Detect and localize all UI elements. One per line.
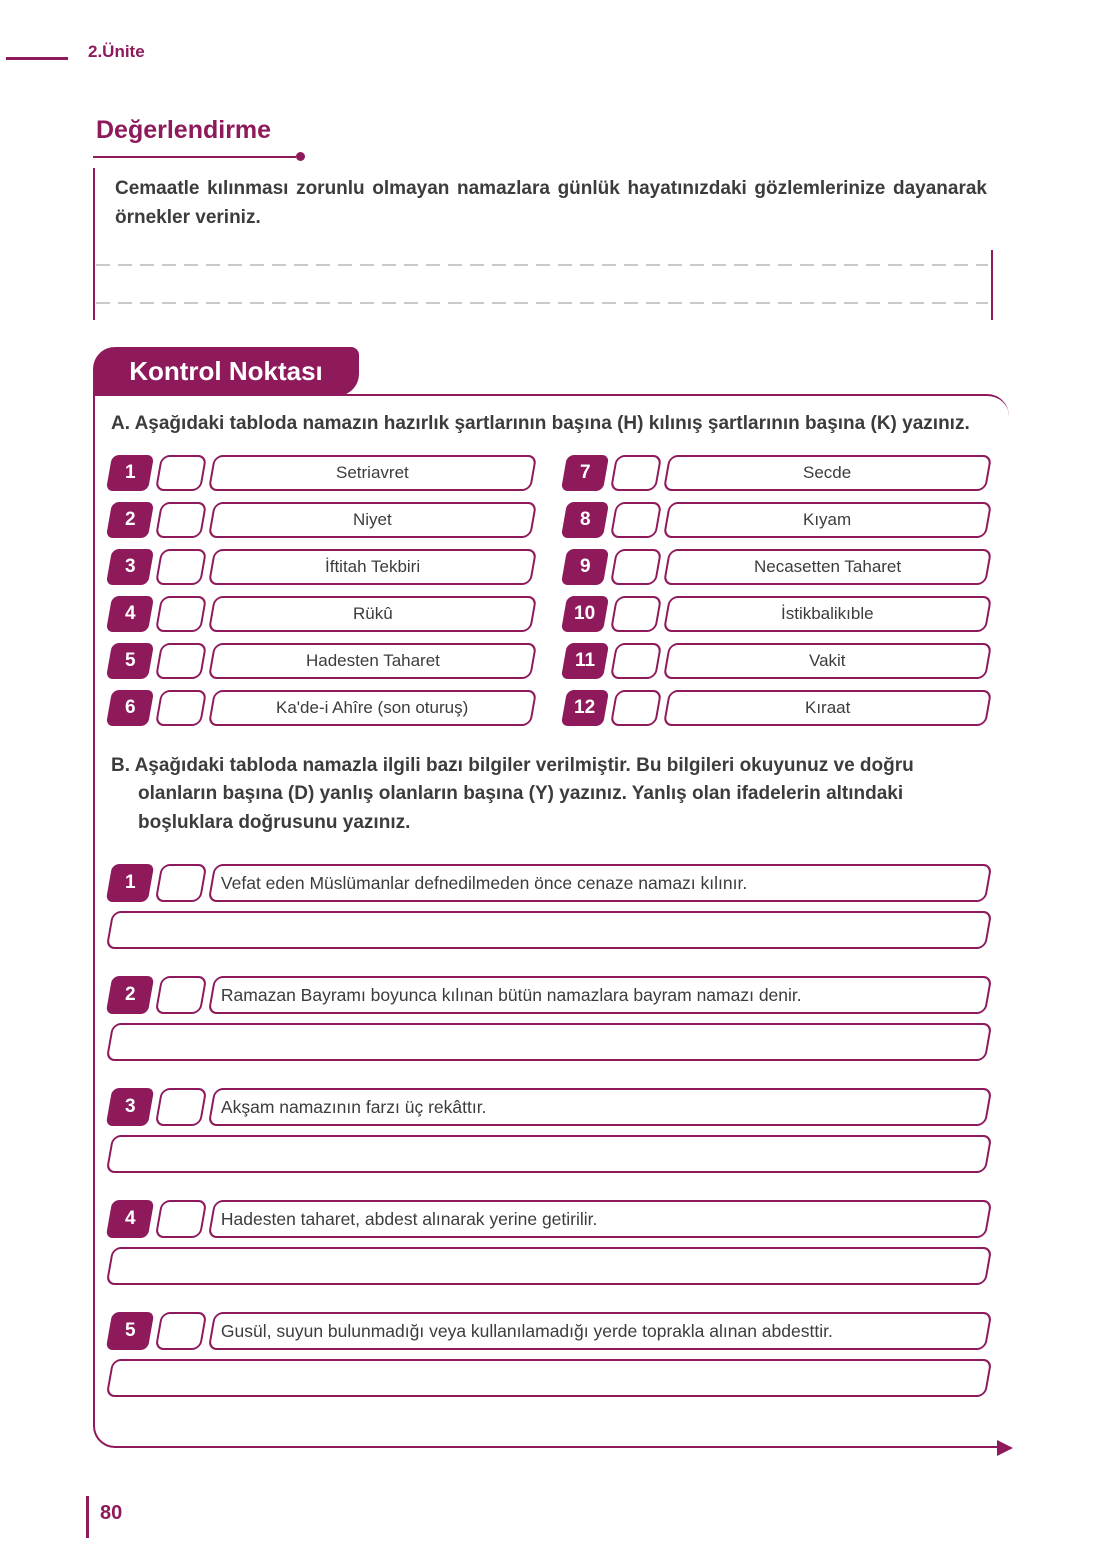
row-number: 7 <box>579 461 591 483</box>
evaluation-right-rule <box>991 250 993 320</box>
prayer-term-label: Kıyam <box>803 509 852 529</box>
row-number-badge <box>106 1200 155 1238</box>
prayer-term-box <box>208 643 537 679</box>
table-row <box>564 502 989 538</box>
dy-answer-box[interactable] <box>155 1312 208 1350</box>
statement-box <box>208 1088 993 1126</box>
row-number-badge <box>561 549 609 585</box>
row-number-badge <box>106 690 154 726</box>
correction-answer-box[interactable] <box>106 911 993 949</box>
hk-answer-box[interactable] <box>610 643 662 679</box>
evaluation-left-rule <box>93 168 95 320</box>
table-row <box>564 455 989 491</box>
table-column-left <box>109 455 534 726</box>
hk-answer-box[interactable] <box>610 455 662 491</box>
row-number-badge <box>106 1088 155 1126</box>
prayer-term-label: Ka'de-i Ahîre (son oturuş) <box>276 697 469 717</box>
row-number: 1 <box>124 872 136 893</box>
prayer-term-label: Kıraat <box>804 697 851 717</box>
statement-row <box>109 864 989 902</box>
row-number: 5 <box>124 649 136 671</box>
page-number-rule <box>86 1496 89 1538</box>
table-row <box>109 455 534 491</box>
row-number-badge <box>106 455 154 491</box>
prayer-term-box <box>663 549 992 585</box>
row-number-badge <box>106 1312 155 1350</box>
statement-block <box>109 976 989 1061</box>
section-b-instruction: B. Aşağıdaki tabloda namazla ilgili bazı bilgiler verilmiştir. Bu bilgileri okuyunuz ve doğru olanların başına (D) yanlış olanların başına (Y) yazınız. Yanlış olan ifadelerin altındaki boşluklara doğrusunu yazınız. <box>111 754 914 833</box>
row-number-badge <box>106 596 154 632</box>
row-number: 10 <box>574 602 596 624</box>
table-row <box>564 549 989 585</box>
table-row <box>109 596 534 632</box>
row-number-badge <box>106 864 155 902</box>
table-row <box>109 690 534 726</box>
row-number-badge <box>561 502 609 538</box>
prayer-term-box <box>663 643 992 679</box>
table-column-right <box>564 455 989 726</box>
prayer-term-label: Secde <box>803 462 852 482</box>
statement-text: Gusül, suyun bulunmadığı veya kullanılamadığı yerde toprakla alınan abdesttir. <box>221 1320 833 1341</box>
hk-answer-box[interactable] <box>610 596 662 632</box>
correction-answer-box[interactable] <box>106 1247 993 1285</box>
dy-answer-box[interactable] <box>155 976 208 1014</box>
row-number-badge <box>561 596 609 632</box>
evaluation-title-underline <box>93 156 296 158</box>
hk-answer-box[interactable] <box>155 549 207 585</box>
row-number: 12 <box>574 696 596 718</box>
row-number: 9 <box>579 555 591 577</box>
correction-answer-box[interactable] <box>106 1023 993 1061</box>
section-a-instruction: A. Aşağıdaki tabloda namazın hazırlık şartlarının başına (H) kılınış şartlarının başına (K) yazınız. <box>111 413 970 434</box>
statement-text: Vefat eden Müslümanlar defnedilmeden önce cenaze namazı kılınır. <box>221 872 748 893</box>
row-number: 6 <box>124 696 136 718</box>
dy-answer-box[interactable] <box>155 1088 208 1126</box>
statement-text: Hadesten taharet, abdest alınarak yerine getirilir. <box>221 1208 598 1229</box>
answer-dash-line[interactable] <box>96 302 988 304</box>
statement-text: Akşam namazının farzı üç rekâttır. <box>221 1096 487 1117</box>
prayer-term-box <box>663 455 992 491</box>
statement-block <box>109 1200 989 1285</box>
prayer-term-box <box>208 502 537 538</box>
statement-box <box>208 1312 993 1350</box>
statement-box <box>208 1200 993 1238</box>
statement-row <box>109 1200 989 1238</box>
prayer-term-box <box>663 596 992 632</box>
prayer-term-label: Niyet <box>353 509 392 529</box>
answer-dash-line[interactable] <box>96 264 988 266</box>
row-number: 2 <box>124 984 136 1005</box>
row-number: 1 <box>124 461 136 483</box>
prayer-term-box <box>208 549 537 585</box>
row-number: 4 <box>124 602 136 624</box>
row-number: 11 <box>574 649 596 671</box>
evaluation-title: Değerlendirme <box>96 116 272 144</box>
row-number: 5 <box>124 1320 136 1341</box>
table-row <box>109 502 534 538</box>
row-number: 2 <box>124 508 136 530</box>
statement-row <box>109 1312 989 1350</box>
row-number-badge <box>106 643 154 679</box>
hk-answer-box[interactable] <box>155 596 207 632</box>
hk-answer-box[interactable] <box>610 549 662 585</box>
table-row <box>109 549 534 585</box>
dy-answer-box[interactable] <box>155 864 208 902</box>
hk-answer-box[interactable] <box>155 643 207 679</box>
prayer-term-box <box>663 502 992 538</box>
row-number-badge <box>106 549 154 585</box>
unit-header-rule <box>6 57 68 60</box>
prayer-term-box <box>208 690 537 726</box>
correction-answer-box[interactable] <box>106 1359 993 1397</box>
evaluation-title-dot-icon <box>296 152 305 161</box>
table-row <box>564 643 989 679</box>
hk-answer-box[interactable] <box>155 690 207 726</box>
section-a-table <box>109 455 989 726</box>
row-number-badge <box>561 455 609 491</box>
kontrol-noktasi-header <box>93 347 359 396</box>
prayer-term-label: İstikbalikıble <box>781 603 874 623</box>
statement-block <box>109 1088 989 1173</box>
page-number: 80 <box>100 1502 123 1524</box>
table-row <box>564 596 989 632</box>
prayer-term-label: Hadesten Taharet <box>305 650 440 670</box>
prayer-term-label: Vakit <box>809 650 846 670</box>
table-row <box>564 690 989 726</box>
kontrol-noktasi-panel <box>93 394 1009 1448</box>
prayer-term-box <box>208 596 537 632</box>
kontrol-noktasi-title: Kontrol Noktası <box>129 356 323 386</box>
hk-answer-box[interactable] <box>155 502 207 538</box>
panel-content <box>95 396 1009 1397</box>
hk-answer-box[interactable] <box>610 690 662 726</box>
row-number: 8 <box>579 508 591 530</box>
row-number-badge <box>106 502 154 538</box>
prayer-term-label: Rükû <box>352 603 393 623</box>
table-row <box>109 643 534 679</box>
prayer-term-label: Setriavret <box>336 462 409 482</box>
unit-label: 2.Ünite <box>88 42 145 61</box>
prayer-term-label: Necasetten Taharet <box>753 556 902 576</box>
statement-row <box>109 976 989 1014</box>
row-number-badge <box>106 976 155 1014</box>
prayer-term-box <box>663 690 992 726</box>
row-number: 4 <box>124 1208 136 1229</box>
row-number: 3 <box>124 1096 136 1117</box>
row-number-badge <box>561 643 609 679</box>
row-number: 3 <box>124 555 136 577</box>
prayer-term-label: İftitah Tekbiri <box>324 556 421 576</box>
statement-box <box>208 864 993 902</box>
statement-text: Ramazan Bayramı boyunca kılınan bütün namazlara bayram namazı denir. <box>221 984 802 1005</box>
statement-box <box>208 976 993 1014</box>
hk-answer-box[interactable] <box>155 455 207 491</box>
arrow-right-icon <box>997 1440 1013 1456</box>
row-number-badge <box>561 690 609 726</box>
statement-block <box>109 864 989 949</box>
statement-row <box>109 1088 989 1126</box>
hk-answer-box[interactable] <box>610 502 662 538</box>
evaluation-prompt: Cemaatle kılınması zorunlu olmayan namazlara günlük hayatınızdaki gözlemlerinize dayanarak örnekler veriniz. <box>115 178 987 229</box>
correction-answer-box[interactable] <box>106 1135 993 1173</box>
dy-answer-box[interactable] <box>155 1200 208 1238</box>
prayer-term-box <box>208 455 537 491</box>
statement-block <box>109 1312 989 1397</box>
